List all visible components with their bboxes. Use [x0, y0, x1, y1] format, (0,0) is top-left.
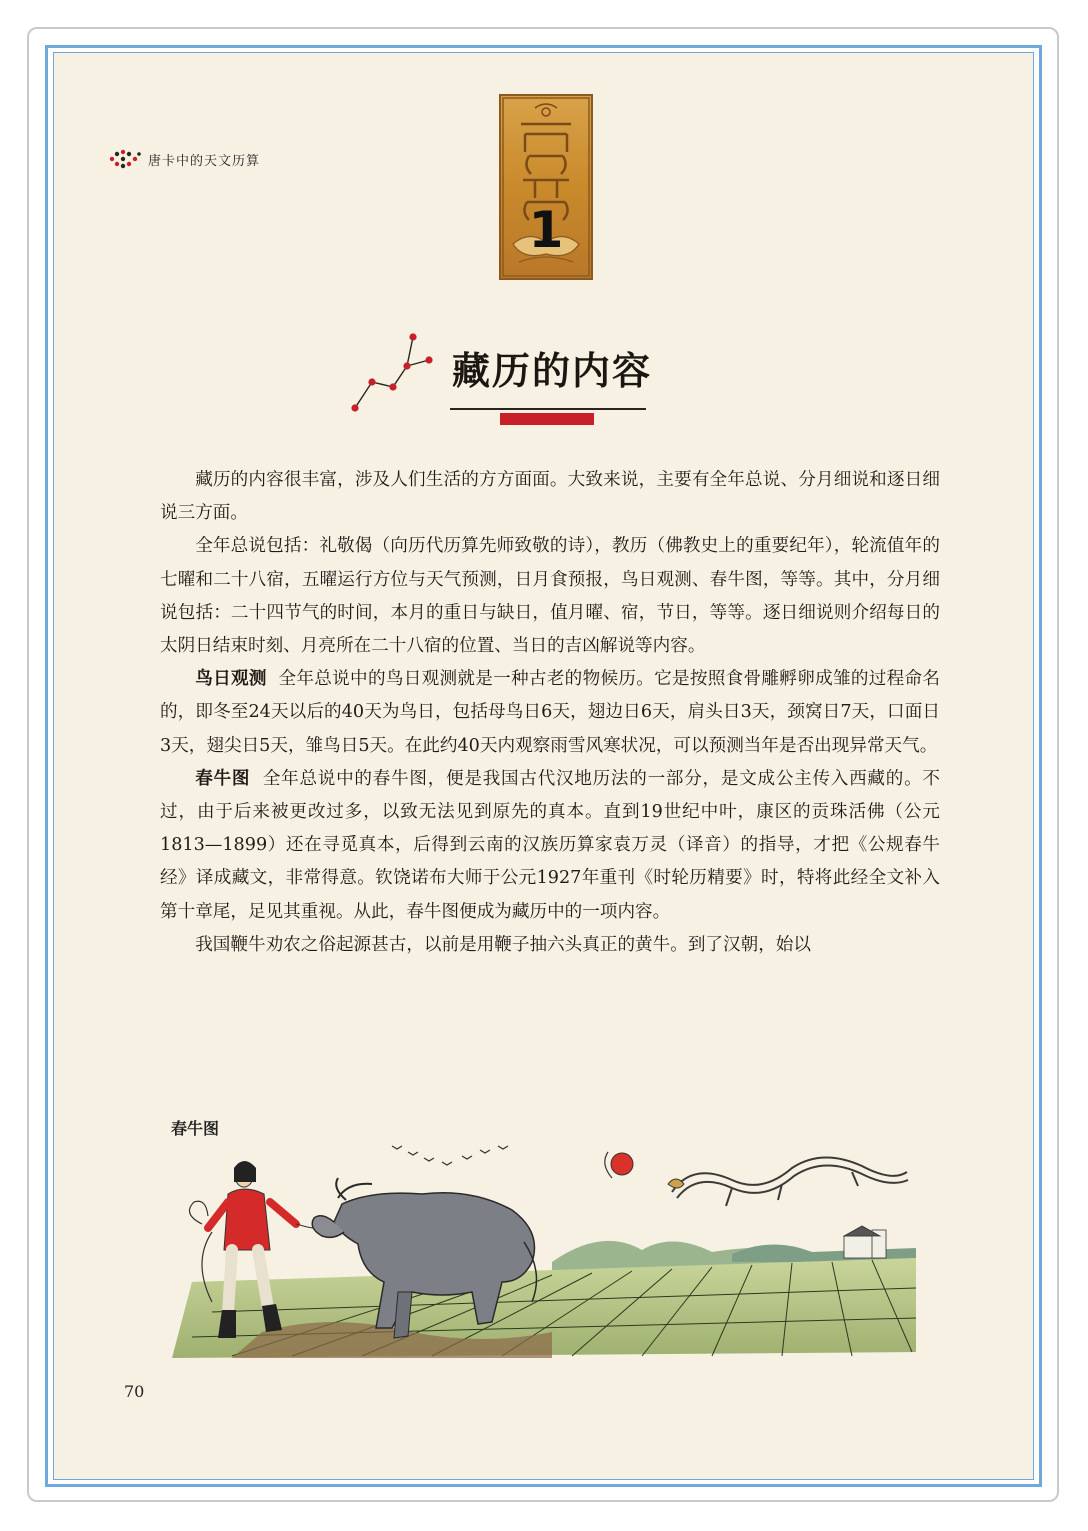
running-header	[108, 148, 260, 170]
title-accent-bar	[500, 413, 594, 425]
paragraph: 藏历的内容很丰富，涉及人们生活的方方面面。大致来说，主要有全年总说、分月细说和逐日细说三方面。	[160, 470, 940, 524]
paragraph: 春牛图 全年总说中的春牛图，便是我国古代汉地历法的一部分，是文成公主传入西藏的。不过，由于后来被更改过多，以致无法见到原先的真本。直到19世纪中叶，康区的贡珠活佛（公元1813—1899）还在寻觅真本，后得到云南的汉族历算家袁万灵（译音）的指导，才把《公规春牛经》译成藏文，非常得意。钦饶诺布大师于公元1927年重刊《时轮历精要》时，特将此经全文补入第十章尾，足见其重视。从此，春牛图便成为藏历中的一项内容。	[160, 768, 940, 922]
chapter-title: 藏历的内容	[452, 348, 653, 393]
page-number: 70	[124, 1382, 145, 1401]
constellation-icon	[346, 330, 436, 414]
running-title: 唐卡中的天文历算	[148, 153, 261, 169]
paragraph-lead: 春牛图	[195, 768, 251, 789]
paragraph: 我国鞭牛劝农之俗起源甚古，以前是用鞭子抽六头真正的黄牛。到了汉朝，始以	[195, 934, 811, 955]
title-underline	[450, 408, 646, 410]
chapter-number: 1	[528, 201, 564, 259]
figure-caption: 春牛图	[171, 1119, 220, 1138]
header-dots-icon	[108, 148, 142, 170]
paragraph: 鸟日观测 全年总说中的鸟日观测就是一种古老的物候历。它是按照食骨雕孵卵成雏的过程命名的，即冬至24天以后的40天为鸟日，包括母鸟日6天，翅边日6天，肩头日3天，颈窝日7天，口面日3天，翅尖日5天，雏鸟日5天。在此约40天内观察雨雪风寒状况，可以预测当年是否出现异常天气。	[160, 669, 940, 756]
spring-ox-illustration	[172, 1132, 916, 1358]
body-text	[160, 464, 940, 962]
paragraph-lead: 鸟日观测	[195, 669, 267, 690]
paragraph: 全年总说包括：礼敬偈（向历代历算先师致敬的诗），教历（佛教史上的重要纪年），轮流值年的七曜和二十八宿，五曜运行方位与天气预测，日月食预报，鸟日观测、春牛图，等等。其中，分月细说包括：二十四节气的时间，本月的重日与缺日，值月曜、宿，节日，等等。逐日细说则介绍每日的太阴日结束时刻、月亮所在二十八宿的位置、当日的吉凶解说等内容。	[160, 536, 940, 657]
